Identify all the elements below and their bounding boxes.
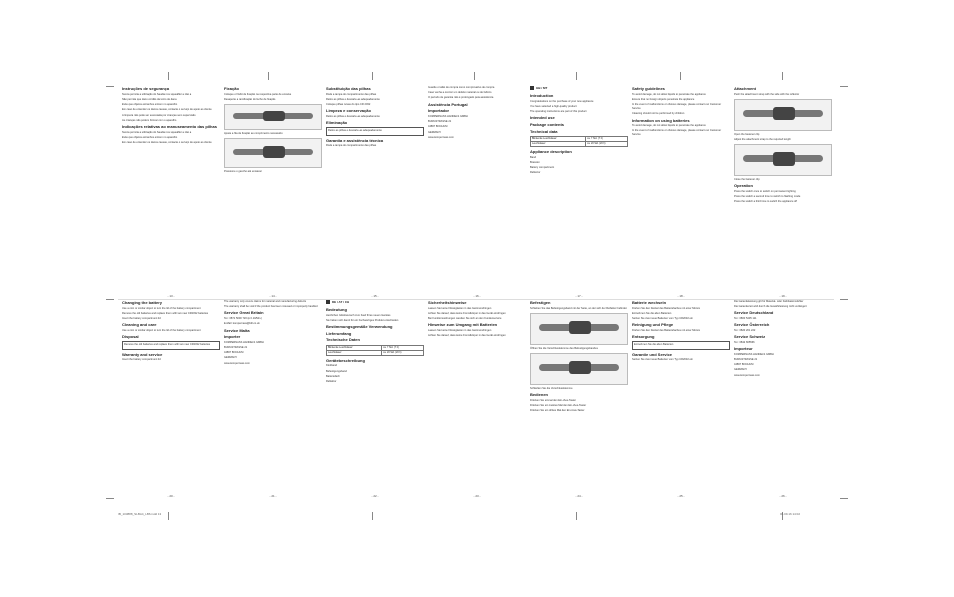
list-item: Befestigungsband: [326, 369, 347, 373]
print-footer-right: 06.09.16 14:02: [780, 512, 801, 516]
text-line: To avoid damage, do not allow liquids to penetrate the appliance: [632, 124, 706, 128]
list-item: Reflector: [530, 171, 541, 175]
text-line: To avoid damage, do not allow liquids to penetrate the appliance: [632, 92, 706, 96]
crop-mark: [168, 512, 169, 520]
table-cell: Blinkende Leuchtdauer:: [531, 136, 586, 141]
phone-number: Tel.: 0871 5000 720 (£ 0.10/Min.): [224, 317, 263, 321]
sub-heading: Package contents: [530, 121, 565, 127]
text-line: The warranty shall be void if the product has been misused or improperly handled: [224, 305, 318, 309]
list-item: Press the switch a third time to switch the appliance off: [734, 200, 797, 204]
warning-box: [632, 341, 730, 350]
address-line: 44867 BOCHUM: [224, 351, 244, 355]
sub-heading: Entsorgung: [632, 334, 655, 340]
address-line: KOMPERNASS HANDELS GMBH: [224, 340, 264, 344]
strap-illustration: [530, 313, 628, 345]
phone-number: Tel.: 0800 5435 111: [734, 317, 757, 321]
address-line: BURGSTRASSE 21: [734, 357, 758, 361]
text-line: Sie haben sich damit für ein hochwertiges Produkt entschieden: [326, 318, 399, 322]
page-15: [326, 86, 424, 298]
text-line: Nunca permita a utilização do Saudia nos squealfler a não a: [122, 92, 192, 96]
crop-mark: [372, 72, 373, 80]
text-line: Coloque pilhas novas do tipo CR 2032: [326, 103, 371, 107]
warning-box: [122, 341, 220, 350]
text-line: Insert the battery compartment lid: [122, 358, 161, 362]
page-heading: Attachment: [734, 86, 757, 91]
text-line: Insert the battery compartment lid: [122, 317, 161, 321]
page-20: [122, 300, 220, 498]
text-line: Desaperte a ramificação do fecho de fixação: [224, 97, 276, 101]
crop-mark: [782, 72, 783, 80]
text-line: Pressione o gancho até encaixar: [224, 169, 262, 173]
page-number: - 19 -: [779, 294, 787, 298]
text-line: Close the fastener clip: [734, 177, 760, 181]
crop-mark: [168, 72, 169, 80]
sub-heading: Service Malta: [224, 327, 250, 333]
sub-heading: Service Schweiz: [734, 334, 766, 340]
sub-heading: Appliance description: [530, 148, 572, 154]
text-line: Achten Sie darauf, dass keine Fremdkörper in das Gerät eindringen: [428, 311, 506, 315]
text-line: A limpeza não pode ser executada por crianças sem supervisão: [122, 113, 196, 117]
strap-illustration: [734, 144, 832, 176]
list-item: Reflektor: [326, 379, 337, 383]
text-line: Ensure that no foreign objects penetrate the appliance: [632, 97, 695, 101]
text-line: Retire as pilhas e descarte-as adequadamente: [328, 128, 382, 132]
strap-illustration: [734, 99, 832, 131]
table-cell: ca. 20 Std. (20 h): [586, 141, 628, 146]
address-line: KOMPERNASS HANDELS GMBH: [734, 352, 774, 356]
technical-data-table: [530, 136, 628, 147]
page-25: [632, 300, 730, 498]
page-number: - 24 -: [575, 494, 583, 498]
page-number: - 26 -: [779, 494, 787, 498]
email-address: E-Mail: kompernass@lidl.co.uk: [224, 322, 260, 326]
crop-mark: [268, 72, 269, 80]
address-line: 44867 BOCHUM: [734, 363, 754, 367]
text-line: Lassen Sie keine Flüssigkeiten in das Gerät eindringen: [428, 306, 492, 310]
table-cell: ca. 7 Std. (7 h): [586, 136, 628, 141]
technical-data-table: [326, 345, 424, 356]
sub-heading: Importador: [428, 108, 450, 114]
list-item: Klettband: [326, 364, 337, 368]
sub-heading: Service Österreich: [734, 322, 770, 328]
text-line: Em caso de entender os danos causas, contacte o serviço de apoio ao cliente: [122, 108, 212, 112]
text-line: Coloque o fitsbit de fixação na respectiva parte de encaixe: [224, 92, 292, 96]
address-line: BURGSTRASSE 21: [224, 346, 248, 350]
text-line: In the event of malfunctions or obvious damage, please contact our Customer Service: [632, 103, 722, 111]
phone-number: Tel.: 0820 201 222: [734, 328, 756, 332]
text-line: Cleaning should not be performed by children: [632, 112, 685, 116]
page-number: - 23 -: [473, 494, 481, 498]
square-icon: [326, 300, 330, 304]
text-line: Rode a tampa do compartimento das pilhas: [326, 144, 377, 148]
sub-heading: Reinigung und Pflege: [632, 322, 674, 328]
text-line: Entnehmen Sie die alten Batterien: [632, 311, 672, 315]
text-line: Open the fastener clip: [734, 132, 760, 136]
page-heading: Introduction: [530, 93, 554, 98]
table-cell: ca. 20 Std. (20 h): [382, 350, 424, 355]
text-line: Use a coin or similar object to turn the lid of the battery compartment: [122, 328, 201, 332]
text-line: Ajuste a fita de fixação ao comprimento necessário: [224, 131, 283, 135]
page-21: [224, 300, 322, 498]
page-heading: Bedeutung: [326, 307, 347, 312]
print-footer-left: IB_103888_SLBA4_LB6.indd 13: [118, 512, 162, 516]
text-line: Die Garantiezeit wird durch die Gewährleistung nicht verlängert: [734, 305, 807, 309]
text-line: Push the attachment strap with the side with the reflector: [734, 92, 800, 96]
sub-heading: Bedienen: [530, 391, 549, 397]
list-item: Batteriefach: [326, 374, 340, 378]
sub-heading: Bestimmungsgemäße Verwendung: [326, 324, 393, 330]
page-heading: Batterie wechseln: [632, 300, 667, 305]
sub-heading: Indicações relativas ao manuseamento das pilhas: [122, 123, 217, 129]
crop-mark: [680, 72, 681, 80]
text-line: Schließen Sie die Verschlussklemme: [530, 386, 573, 390]
text-line: Drehen Sie den Deckel des Batteriefaches mit einer Münze: [632, 328, 701, 332]
address-line: GERMANY: [734, 368, 748, 372]
text-line: Remove the old batteries and replace them with two new CR2032 batteries: [122, 311, 209, 315]
top-sheet: [118, 86, 834, 298]
address-line: www.kompernass.com: [224, 361, 250, 365]
list-item: Drücken Sie ein zweites Mal den Ein-/Aus-Taster: [530, 403, 587, 407]
text-line: Evite que objetos estranhos entrem no aparelho: [122, 103, 178, 107]
crop-mark: [840, 86, 848, 87]
page-number: - 16 -: [473, 294, 481, 298]
list-item: Press the switch once to switch on permanent lighting: [734, 189, 796, 193]
table-cell: Leuchtdauer:: [327, 350, 382, 355]
text-line: Em caso de entender os danos causas, contacte o serviço de apoio ao cliente: [122, 141, 212, 144]
text-line: The operating instructions are part of this product: [530, 110, 587, 114]
list-item: Drücken Sie einmal den Ein-/Aus-Taster: [530, 398, 576, 402]
text-line: Remove the old batteries and replace them with two new CR2032 batteries: [124, 342, 211, 346]
page-number: - 15 -: [371, 294, 379, 298]
bottom-sheet: [118, 300, 834, 498]
sub-heading: Garantia e assistência técnica: [326, 137, 384, 143]
text-line: Guarde o talão de compra como comprovativo de compra: [428, 86, 495, 89]
sub-heading: Information on using batteries: [632, 117, 690, 123]
page-26: [734, 300, 832, 498]
crop-mark: [106, 299, 114, 300]
strap-illustration: [224, 104, 322, 130]
language-tag: [530, 86, 628, 90]
address-line: KOMPERNASS HANDELS GMBH: [428, 114, 468, 118]
list-item: Press the switch a second time to switch to flashing mode: [734, 195, 801, 199]
page-14: [224, 86, 322, 298]
page-number: - 18 -: [677, 294, 685, 298]
text-line: Setzen Sie zwei neue Batterien vom Typ CR2032 ein: [632, 317, 693, 321]
text-line: Setzen Sie zwei neue Batterien vom Typ CR2032 ein: [632, 358, 693, 362]
address-line: www.kompernass.com: [428, 135, 454, 139]
page-number: - 14 -: [269, 294, 277, 298]
page-number: - 13 -: [167, 294, 175, 298]
text-line: Öffnen Sie die Verschlussklemme des Befestigungsbandes: [530, 346, 598, 350]
address-line: www.kompernass.com: [734, 373, 760, 377]
sub-heading: Cleaning and care: [122, 322, 157, 328]
page-number: - 25 -: [677, 494, 685, 498]
sub-heading: Gerätebeschreibung: [326, 357, 365, 363]
text-line: Caso venha a ocorrer um defeito material ou de fabrico: [428, 91, 492, 95]
language-tag-label: GB / MT: [536, 86, 548, 90]
sub-heading: Limpeza e conservação: [326, 108, 371, 114]
crop-mark: [840, 498, 848, 499]
page-heading: Sicherheitshinweise: [428, 300, 467, 305]
table-cell: Blinkende Leuchtdauer:: [327, 345, 382, 350]
page-22: [326, 300, 424, 498]
page-23: [428, 300, 526, 498]
sub-heading: Importer: [224, 334, 241, 340]
sub-heading: Lieferumfang: [326, 330, 352, 336]
sub-heading: Garantie und Service: [632, 351, 673, 357]
sub-heading: Eliminação: [326, 120, 348, 126]
sub-heading: Operation: [734, 183, 753, 189]
text-line: Nunca permita a utilização do Saudia nos squealfler a não a: [122, 130, 192, 134]
text-line: Achten Sie darauf, dass keine Fremdkörper in das Gerät eindringen: [428, 334, 506, 338]
language-tag-label: DE / AT / CH: [332, 300, 350, 304]
text-line: Não permita que dano cordão da tonto de dana: [122, 97, 177, 101]
text-line: Bei Funktionsstörungen wenden Sie sich an den Kundenservice: [428, 317, 502, 321]
text-line: Die Garantieleistung gilt für Material- oder Fabrikationsfehler: [734, 300, 804, 303]
page-heading: Changing the battery: [122, 300, 163, 305]
address-line: 44867 BOCHUM: [428, 125, 448, 129]
text-line: In the event of malfunctions or obvious damage, please contact our Customer Service: [632, 129, 722, 137]
text-line: O período de garantia não é prolongado pela assistência: [428, 96, 494, 100]
text-line: Retire as pilhas e descarte-as adequadamente: [326, 97, 380, 101]
page-number: - 20 -: [167, 494, 175, 498]
text-line: Congratulations on the purchase of your new appliance: [530, 99, 594, 103]
page-number: - 17 -: [575, 294, 583, 298]
page-number: - 22 -: [371, 494, 379, 498]
text-line: Rode a tampa do compartimento das pilhas: [326, 92, 377, 96]
crop-mark: [474, 72, 475, 80]
text-line: Adjust the attachment strap to the required length: [734, 137, 791, 141]
address-line: GERMANY: [224, 356, 238, 360]
crop-mark: [372, 512, 373, 520]
page-heading: Befestigen: [530, 300, 551, 305]
strap-illustration: [224, 138, 322, 168]
page-13: [122, 86, 220, 298]
sub-heading: Technical data: [530, 128, 558, 134]
text-line: Retire as pilhas e descarte-as adequadamente: [326, 114, 380, 118]
page-24: [530, 300, 628, 498]
address-line: BURGSTRASSE 21: [428, 120, 452, 124]
sub-heading: Technische Daten: [326, 337, 360, 343]
page-18: [632, 86, 730, 298]
sub-heading: Intended use: [530, 115, 555, 121]
page-17: [530, 86, 628, 298]
text-line: You have selected a high-quality product: [530, 104, 577, 108]
square-icon: [530, 86, 534, 90]
text-line: As crianças não podem brincar com o aparelho: [122, 118, 177, 122]
sub-heading: Disposal: [122, 334, 139, 340]
sub-heading: Service Deutschland: [734, 310, 774, 316]
page-heading: Fixação: [224, 86, 239, 91]
page-heading: Substituição das pilhas: [326, 86, 371, 91]
language-tag: [326, 300, 424, 304]
text-line: The warranty only covers claims for material and manufacturing defects: [224, 300, 307, 303]
page-heading: Instruções de segurança: [122, 86, 170, 91]
crop-mark: [106, 86, 114, 87]
list-item: Battery compartment: [530, 165, 555, 169]
text-line: Herzlichen Glückwunsch zum Kauf Ihres neuen Gerätes: [326, 313, 391, 317]
sub-heading: Importeur: [734, 346, 753, 352]
crop-mark: [576, 72, 577, 80]
page-19: [734, 86, 832, 298]
sub-heading: Warranty and service: [122, 351, 163, 357]
table-cell: ca. 7 Std. (7 h): [382, 345, 424, 350]
list-item: Band: [530, 155, 537, 159]
page-heading: Safety guidelines: [632, 86, 665, 91]
crop-mark: [106, 498, 114, 499]
text-line: Evite que objetos estranhos entrem no aparelho: [122, 135, 178, 139]
address-line: GERMANY: [428, 130, 442, 134]
text-line: Schieben Sie das Befestigungsband mit der Seite, an der sich der Reflektor befindet: [530, 306, 627, 310]
sub-heading: Hinweise zum Umgang mit Batterien: [428, 322, 498, 328]
crop-mark: [576, 512, 577, 520]
text-line: Use a coin or similar object to turn the lid of the battery compartment: [122, 306, 201, 310]
list-item: Bracelet: [530, 160, 540, 164]
table-cell: Leuchtdauer:: [531, 141, 586, 146]
warning-box: [326, 127, 424, 136]
text-line: Drehen Sie den Deckel des Batteriefaches mit einer Münze: [632, 306, 701, 310]
phone-number: Tel.: 0842 665566: [734, 340, 755, 344]
text-line: Lassen Sie keine Flüssigkeiten in das Gerät eindringen: [428, 328, 492, 332]
page-number: - 21 -: [269, 494, 277, 498]
list-item: Drücken Sie ein drittes Mal den Ein-/Aus-Taster: [530, 409, 585, 413]
sub-heading: Assistência Portugal: [428, 101, 468, 107]
strap-illustration: [530, 353, 628, 385]
sub-heading: Service Great Britain: [224, 310, 264, 316]
text-line: Entnehmen Sie die alten Batterien: [634, 342, 674, 346]
page-16: [428, 86, 526, 298]
crop-mark: [840, 299, 848, 300]
